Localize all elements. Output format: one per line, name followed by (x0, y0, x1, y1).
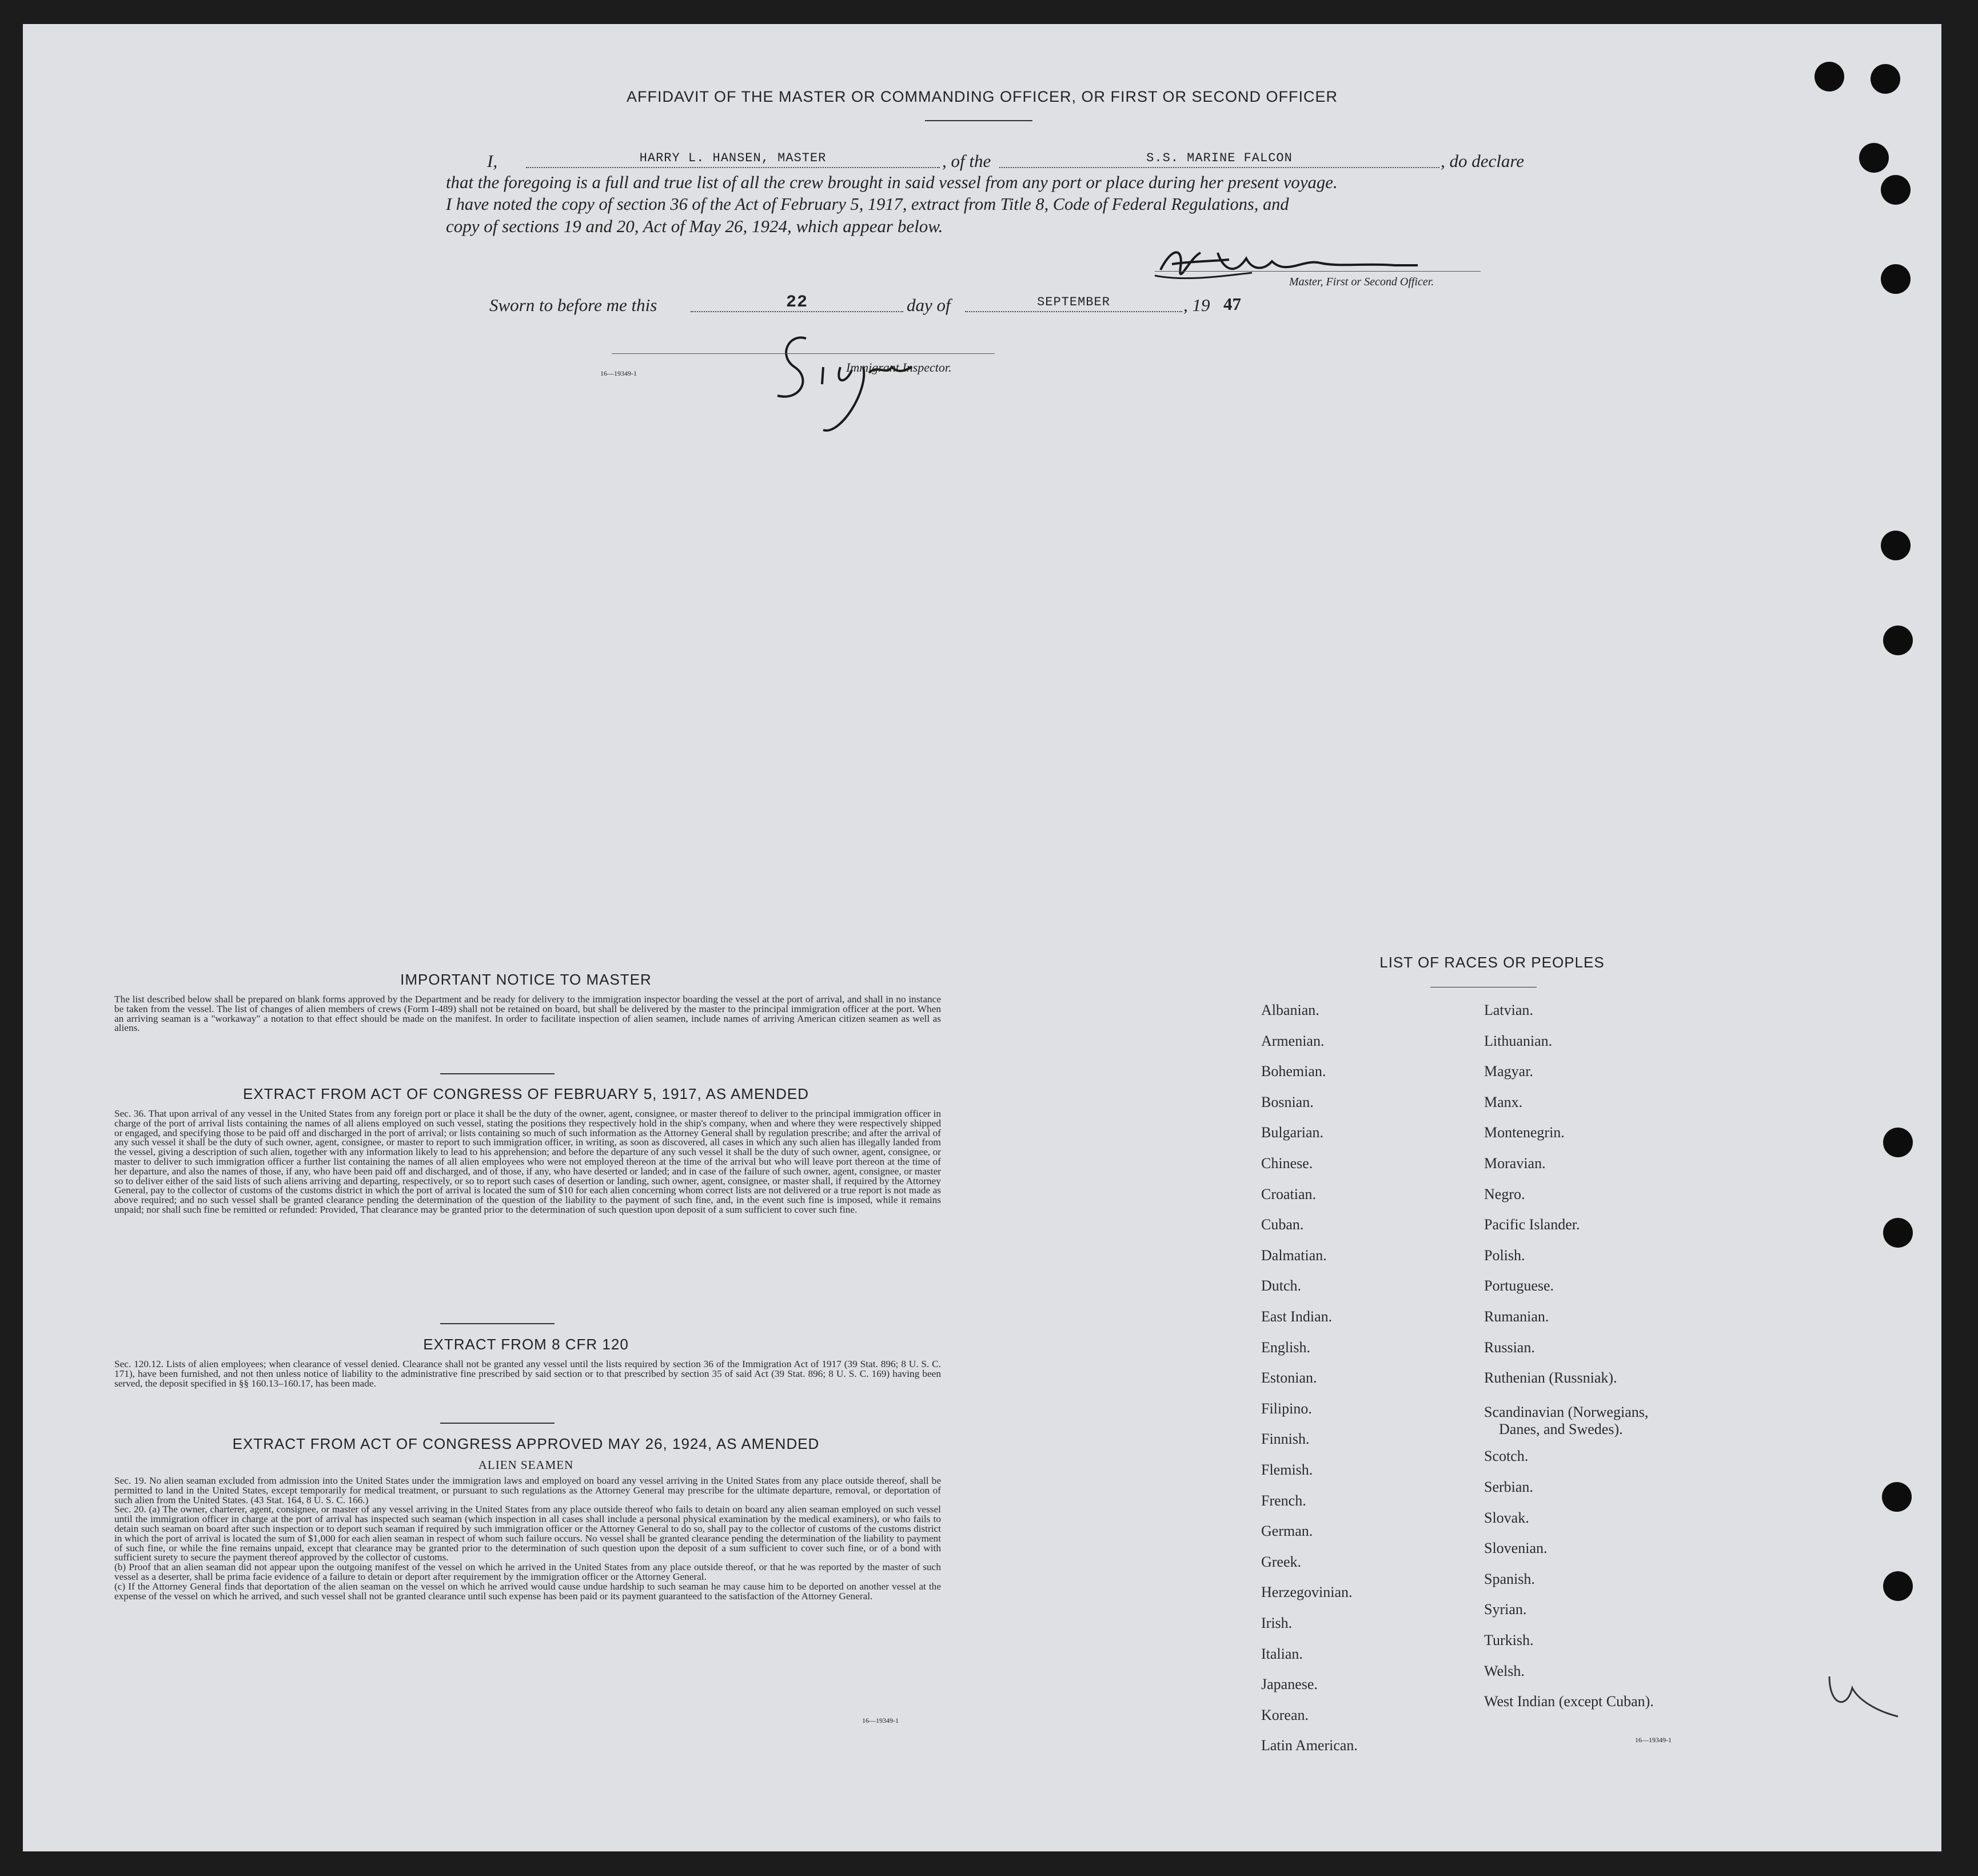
race-item: Negro. (1484, 1185, 1525, 1202)
race-item: Spanish. (1484, 1570, 1535, 1587)
extract-form-code: 16—19349-1 (862, 1716, 899, 1724)
race-item: Japanese. (1261, 1676, 1318, 1693)
inspector-signature (755, 321, 926, 447)
race-item: Dalmatian. (1261, 1246, 1327, 1264)
race-item: Welsh. (1484, 1662, 1525, 1679)
year-suffix: 47 (1223, 294, 1241, 314)
race-item: Manx. (1484, 1093, 1523, 1110)
affidavit-title: AFFIDAVIT OF THE MASTER OR COMMANDING OFFICER, OR FIRST OR SECOND OFFICER (626, 88, 1338, 105)
extract-1924-text (114, 1476, 941, 1601)
extract-cfr-heading: EXTRACT FROM 8 CFR 120 (423, 1336, 629, 1353)
race-item: Scandinavian (Norwegians, (1484, 1403, 1649, 1420)
race-item: Slovak. (1484, 1509, 1529, 1526)
title-divider (925, 120, 1032, 121)
race-item: Magyar. (1484, 1063, 1533, 1080)
vessel-name-field: S.S. MARINE FALCON (999, 150, 1439, 168)
race-item: Moravian. (1484, 1155, 1546, 1172)
race-item: German. (1261, 1523, 1313, 1540)
race-item: Bohemian. (1261, 1063, 1326, 1080)
race-item: Turkish. (1484, 1632, 1534, 1648)
inspector-signature-line (612, 353, 995, 354)
race-item: Greek. (1261, 1553, 1302, 1570)
extract-1924-heading: EXTRACT FROM ACT OF CONGRESS APPROVED MAY 26, 1924, AS AMENDED (232, 1435, 820, 1452)
binder-hole (1883, 1218, 1913, 1248)
divider-1 (440, 1073, 555, 1074)
race-item: Dutch. (1261, 1277, 1302, 1295)
race-item: Russian. (1484, 1339, 1535, 1356)
race-item: Cuban. (1261, 1216, 1304, 1233)
sworn-month-field: SEPTEMBER (965, 294, 1182, 312)
race-item: Italian. (1261, 1645, 1303, 1662)
race-item: Pacific Islander. (1484, 1216, 1580, 1233)
affidavit-line1-suffix: , do declare (1441, 151, 1525, 171)
master-signature (1149, 236, 1469, 298)
race-item: Estonian. (1261, 1369, 1317, 1387)
race-item: Ruthenian (Russniak). (1484, 1369, 1617, 1387)
race-item: Filipino. (1261, 1400, 1312, 1417)
race-item: Lithuanian. (1484, 1032, 1553, 1049)
sworn-prefix: Sworn to before me this (489, 295, 657, 315)
binder-hole (1815, 62, 1844, 91)
races-heading: LIST OF RACES OR PEOPLES (1379, 954, 1605, 971)
race-item: Slovenian. (1484, 1540, 1548, 1557)
sec-20a-text: Sec. 20. (a) The owner, charterer, agent, consignee, or master of any vessel arriving in the United States from any place outside thereof who fails to detain on board any alien seaman employed on such vessel until the immigration officer in charge at the port of arrival has inspected such seaman (which inspection in all cases shall include a personal physical examination by the medical examiners), or who fails to detain such seaman on board after such inspection or to deport such seaman if required by such immigration officer or the Attorney General to do so, shall pay to the collector of customs of the customs district in which the port of arrival is located the sum of $1,000 for each alien seaman in respect of whom such failure occurs. No vessel shall be granted clearance pending the determination of the liability to payment of such fine, or while the fine remains unpaid, except that clearance may be granted prior to the determination of such question upon the deposit of a sum sufficient to cover such fine, or of a bond with sufficient surety to secure the payment thereof approved by the collector of customs. (114, 1504, 941, 1563)
divider-2 (440, 1323, 555, 1324)
race-item: Albanian. (1261, 1002, 1319, 1018)
race-item: Armenian. (1261, 1032, 1325, 1049)
race-item: Bosnian. (1261, 1093, 1314, 1110)
race-item: Latvian. (1484, 1002, 1533, 1018)
divider-3 (440, 1423, 555, 1424)
binder-hole (1859, 143, 1889, 173)
master-name-field: HARRY L. HANSEN, MASTER (526, 150, 940, 168)
extract-1917-text: Sec. 36. That upon arrival of any vessel in the United States from any foreign port or place it shall be the duty of the owner, agent, consignee, or master thereof to deliver to the principal immigration officer in charge of the port of arrival lists containing the names of all aliens employed on such vessel, stating the positions they respectively hold in the ship's company, when and where they were respectively shipped or engaged, and specifying those to be paid off and discharged in the port of arrival; or lists containing so much of such information as the Attorney General shall by regulation prescribe; and after the arrival of any such vessel it shall be the duty of such owner, agent, consignee, or master to report to such immigration officer, in writing, as soon as discovered, all cases in which any such alien has illegally landed from the vessel, giving a description of such alien, together with any information likely to lead to his apprehension; and before the departure of any such vessel it shall be the duty of such owner, agent, consignee, or master to deliver to such immigration officer a further list containing the names of all alien employees who were not employed thereon at the time of the arrival but who will leave port thereon at the time of her departure, and also the names of those, if any, who have been paid off and discharged, and of those, if any, who have deserted or landed; and in case of the failure of such owner, agent, consignee, or master so to deliver either of the said lists of such aliens arriving and departing, respectively, or so to report such cases of desertion or landing, such owner, agent, consignee, or master shall, if required by the Attorney General, pay to the collector of customs of the customs district in which the port of arrival is located the sum of $10 for each alien concerning whom correct lists are not delivered or a true report is not made as above required; and no such vessel shall be granted clearance pending the determination of the question of the liability to the payment of such fine, and, in the event such fine is imposed, while it remains unpaid; nor shall such fine be remitted or refunded: Provided, That clearance may be granted prior to the determination of such question upon deposit of a sum sufficient to cover such fine. (114, 1108, 941, 1215)
notice-text: The list described below shall be prepared on blank forms approved by the Department and be ready for delivery to the immigration inspector boarding the vessel at the port of arrival, and shall in no instance be taken from the vessel. The list of changes of alien members of crews (Form I-489) shall not be retained on board, but shall be delivered by the master to the principal immigration officer at the port. When an arriving seaman is a "workaway" a notation to that effect should be made on the manifest. In order to facilitate inspection of alien seamen, include names of arriving American citizen seamen as well as aliens. (114, 994, 941, 1034)
check-mark (1824, 1671, 1904, 1722)
binder-hole (1882, 1482, 1912, 1512)
race-item: Croatian. (1261, 1185, 1317, 1202)
race-item: Montenegrin. (1484, 1124, 1565, 1141)
race-item: Herzegovinian. (1261, 1584, 1353, 1601)
races-form-code: 16—19349-1 (1635, 1736, 1672, 1744)
affidavit-line1-mid: , of the (942, 151, 991, 171)
document-page (23, 24, 1941, 1851)
affidavit-form-code: 16—19349-1 (600, 369, 637, 377)
binder-hole (1881, 531, 1911, 560)
race-item: English. (1261, 1339, 1310, 1356)
signer-title-label: Master, First or Second Officer. (1289, 276, 1434, 288)
signature-line (1155, 271, 1481, 272)
race-item: French. (1261, 1492, 1306, 1509)
race-item: West Indian (except Cuban). (1484, 1693, 1654, 1710)
race-item: Serbian. (1484, 1479, 1533, 1495)
race-item: Finnish. (1261, 1431, 1310, 1448)
sec-20b-text: (b) Proof that an alien seaman did not appear upon the outgoing manifest of the vessel on which he arrived in the United States from any place outside thereof, or that he was reported by the master of such vessel as a deserter, shall be prima facie evidence of a failure to detain or deport after requirement by the immigration officer or the Attorney General. (114, 1562, 941, 1582)
race-item: Flemish. (1261, 1461, 1313, 1478)
affidavit-line1-prefix: I, (487, 151, 498, 171)
race-item: Korean. (1261, 1706, 1309, 1723)
binder-hole (1881, 264, 1911, 294)
race-item: Polish. (1484, 1246, 1525, 1264)
affidavit-line4: copy of sections 19 and 20, Act of May 26, 1924, which appear below. (446, 216, 943, 236)
year-prefix: , 19 (1183, 295, 1210, 315)
extract-cfr-text: Sec. 120.12. Lists of alien employees; when clearance of vessel denied. Clearance shall not be granted any vessel until the lists required by section 36 of the Immigration Act of 1917 (39 Stat. 896; 8 U. S. C. 171), have been furnished, and not then unless notice of liability to the administrative fine prescribed by said section or to that prescribed by section 35 of said Act (39 Stat. 896; 8 U. S. C. 169) having been served, the deposit specified in §§ 160.13–160.17, has been made. (114, 1359, 941, 1389)
binder-hole (1871, 64, 1900, 94)
sec-19-text: Sec. 19. No alien seaman excluded from admission into the United States under the immigration laws and employed on board any vessel arriving in the United States from any place outside thereof, shall be permitted to land in the United States, except temporarily for medical treatment, or pursuant to such regulations as the Attorney General may prescribe for the ultimate departure, removal, or deportation of such alien from the United States. (43 Stat. 164, 8 U. S. C. 166.) (114, 1475, 941, 1505)
race-item: Danes, and Swedes). (1499, 1420, 1623, 1437)
binder-hole (1883, 1571, 1913, 1601)
extract-1924-subheading: ALIEN SEAMEN (478, 1458, 574, 1472)
race-item: Scotch. (1484, 1448, 1529, 1465)
sec-20c-text: (c) If the Attorney General finds that deportation of the alien seaman on the vessel on which he arrived would cause undue hardship to such seaman he may cause him to be deported on another vessel at the expense of the vessel on which he arrived, and such vessel shall not be granted clearance until such expense has been paid or its payment guaranteed to the satisfaction of the Attorney General. (114, 1580, 941, 1602)
race-item: Bulgarian. (1261, 1124, 1324, 1141)
race-item: Latin American. (1261, 1737, 1358, 1754)
affidavit-line3: I have noted the copy of section 36 of the Act of February 5, 1917, extract from Title 8, Code of Federal Regulations, and (446, 194, 1289, 214)
race-item: Chinese. (1261, 1155, 1313, 1172)
inspector-label: Immigrant Inspector. (846, 360, 952, 375)
race-item: Rumanian. (1484, 1308, 1549, 1325)
extract-1917-heading: EXTRACT FROM ACT OF CONGRESS OF FEBRUARY 5, 1917, AS AMENDED (243, 1085, 809, 1102)
sworn-day-field: 22 (691, 294, 903, 312)
race-item: Irish. (1261, 1615, 1293, 1631)
binder-hole (1881, 175, 1911, 205)
race-item: Portuguese. (1484, 1277, 1554, 1295)
day-of-label: day of (907, 295, 951, 315)
affidavit-line2: that the foregoing is a full and true list of all the crew brought in said vessel from any port or place during her present voyage. (446, 173, 1338, 192)
race-item: Syrian. (1484, 1601, 1527, 1618)
binder-hole (1883, 626, 1913, 655)
race-item: East Indian. (1261, 1308, 1333, 1325)
binder-hole (1883, 1128, 1913, 1157)
notice-heading: IMPORTANT NOTICE TO MASTER (400, 971, 652, 988)
